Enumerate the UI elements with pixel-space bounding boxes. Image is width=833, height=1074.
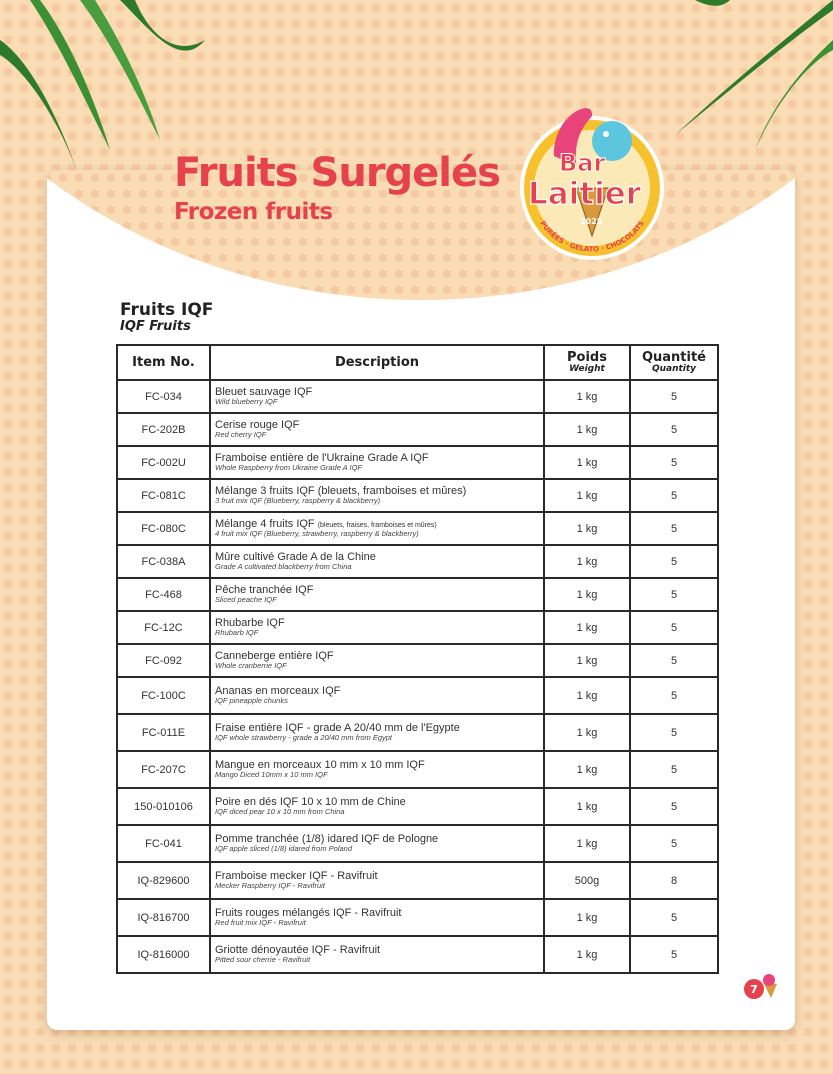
description-en: Grade A cultivated blackberry from China: [215, 562, 352, 572]
logo-bar-text: Bar: [559, 149, 606, 177]
quantity-cell: 5: [630, 825, 718, 862]
weight-cell: 1 kg: [544, 825, 630, 862]
description-en: Red cherry IQF: [215, 430, 267, 440]
description-cell: [210, 677, 544, 714]
quantity-cell: 5: [630, 611, 718, 644]
description-fr: Framboise entière de l'Ukraine Grade A IQF: [215, 452, 429, 465]
description-fr: Mélange 3 fruits IQF (bleuets, framboises et mûres): [215, 485, 467, 498]
table-header-row: [117, 345, 718, 380]
weight-cell: 1 kg: [544, 644, 630, 677]
description-fr: Mûre cultivé Grade A de la Chine: [215, 551, 376, 564]
logo-tagline-text: PURÉES · GELATO · CHOCOLATS: [538, 219, 646, 254]
weight-cell: 1 kg: [544, 512, 630, 545]
table-row: [117, 479, 718, 512]
item-number-cell: FC-202B: [117, 413, 210, 446]
table-row: [117, 825, 718, 862]
weight-cell: 1 kg: [544, 751, 630, 788]
description-fr: Pomme tranchée (1/8) idared IQF de Pologne: [215, 833, 439, 846]
item-number-cell: FC-038A: [117, 545, 210, 578]
weight-cell: 1 kg: [544, 446, 630, 479]
item-number-cell: 150-010106: [117, 788, 210, 825]
description-cell: [210, 936, 544, 973]
logo-laitier-text: Laitier: [528, 176, 642, 212]
description-fr: Cerise rouge IQF: [215, 419, 300, 432]
table-row: [117, 751, 718, 788]
description-fr-small: (bleuets, fraises, framboises et mûres): [317, 522, 437, 530]
description-fr: Bleuet sauvage IQF: [215, 386, 313, 399]
description-en: Red fruit mix IQF - Ravifruit: [215, 918, 306, 928]
quantity-cell: 5: [630, 545, 718, 578]
description-fr: Rhubarbe IQF: [215, 617, 285, 630]
header-item-no: Item No.: [117, 345, 210, 380]
logo-year-text: 2025: [580, 217, 603, 226]
weight-cell: 1 kg: [544, 899, 630, 936]
header-weight: Poids Weight: [544, 345, 630, 380]
quantity-cell: 5: [630, 479, 718, 512]
weight-cell: 500g: [544, 862, 630, 899]
quantity-cell: 5: [630, 714, 718, 751]
item-number-cell: FC-100C: [117, 677, 210, 714]
description-fr: Griotte dénoyautée IQF - Ravifruit: [215, 944, 381, 957]
description-fr: Fraise entière IQF - grade A 20/40 mm de l'Egypte: [215, 722, 460, 735]
description-cell: [210, 788, 544, 825]
description-en: IQF apple sliced (1/8) idared from Poland: [215, 844, 353, 854]
header-quantity-sub: Quantity: [651, 363, 697, 374]
weight-cell: 1 kg: [544, 479, 630, 512]
description-cell: [210, 825, 544, 862]
description-en: 4 fruit mix IQF (Blueberry, strawberry, raspberry & blackberry): [215, 529, 419, 539]
description-cell: [210, 578, 544, 611]
table-row: [117, 512, 718, 545]
description-en: Mecker Raspberry IQF - Ravifruit: [215, 881, 325, 891]
item-number-cell: FC-002U: [117, 446, 210, 479]
weight-cell: 1 kg: [544, 677, 630, 714]
item-number-cell: FC-12C: [117, 611, 210, 644]
header-quantity: Quantité Quantity: [630, 345, 718, 380]
item-number-cell: FC-092: [117, 644, 210, 677]
item-number-cell: IQ-816000: [117, 936, 210, 973]
description-cell: [210, 862, 544, 899]
table-row: [117, 578, 718, 611]
quantity-cell: 5: [630, 788, 718, 825]
weight-cell: 1 kg: [544, 413, 630, 446]
quantity-cell: 5: [630, 677, 718, 714]
page-number-badge: [743, 972, 777, 1002]
item-number-cell: FC-034: [117, 380, 210, 413]
quantity-cell: 5: [630, 578, 718, 611]
quantity-cell: 5: [630, 644, 718, 677]
weight-cell: 1 kg: [544, 545, 630, 578]
table-row: [117, 413, 718, 446]
description-fr: Framboise mecker IQF - Ravifruit: [215, 870, 378, 883]
table-row: [117, 936, 718, 973]
quantity-cell: 5: [630, 413, 718, 446]
description-cell: [210, 413, 544, 446]
palm-leaf-right-icon: [650, 0, 833, 160]
table-row: [117, 788, 718, 825]
quantity-cell: 8: [630, 862, 718, 899]
table-row: [117, 644, 718, 677]
weight-cell: 1 kg: [544, 578, 630, 611]
quantity-cell: 5: [630, 446, 718, 479]
weight-cell: 1 kg: [544, 936, 630, 973]
table-row: [117, 714, 718, 751]
table-row: [117, 545, 718, 578]
item-number-cell: FC-041: [117, 825, 210, 862]
weight-cell: 1 kg: [544, 380, 630, 413]
quantity-cell: 5: [630, 899, 718, 936]
item-number-cell: FC-207C: [117, 751, 210, 788]
description-cell: [210, 380, 544, 413]
item-number-cell: FC-080C: [117, 512, 210, 545]
header-weight-sub: Weight: [569, 363, 605, 374]
section-title: Fruits IQF: [120, 300, 214, 320]
description-cell: [210, 714, 544, 751]
description-fr: Poire en dés IQF 10 x 10 mm de Chine: [215, 796, 406, 809]
table-row: [117, 380, 718, 413]
description-en: 3 fruit mix IQF (Blueberry, raspberry & blackberry): [215, 496, 381, 506]
description-fr: Canneberge entière IQF: [215, 650, 334, 663]
table-row: [117, 899, 718, 936]
quantity-cell: 5: [630, 380, 718, 413]
table-row: [117, 677, 718, 714]
description-cell: [210, 446, 544, 479]
description-en: IQF whole strawberry - grade a 20/40 mm from Egypt: [215, 733, 393, 743]
description-en: IQF diced pear 10 x 10 mm from China: [215, 807, 345, 817]
header-description: Description: [210, 345, 544, 380]
description-en: IQF pineapple chunks: [215, 696, 288, 706]
description-cell: [210, 751, 544, 788]
item-number-cell: FC-011E: [117, 714, 210, 751]
item-number-cell: IQ-829600: [117, 862, 210, 899]
description-cell: [210, 512, 544, 545]
description-en: Mango Diced 10mm x 10 mm IQF: [215, 770, 328, 780]
description-cell: [210, 644, 544, 677]
description-en: Whole cranberrie IQF: [215, 661, 287, 671]
description-fr: Fruits rouges mélangés IQF - Ravifruit: [215, 907, 402, 920]
description-fr: Mélange 4 fruits IQF (bleuets, fraises, framboises et mûres): [215, 518, 437, 531]
description-en: Sliced peache IQF: [215, 595, 277, 605]
description-fr: Ananas en morceaux IQF: [215, 685, 341, 698]
description-cell: [210, 545, 544, 578]
item-number-cell: IQ-816700: [117, 899, 210, 936]
weight-cell: 1 kg: [544, 714, 630, 751]
page-subtitle: Frozen fruits: [174, 199, 333, 225]
description-en: Rhubarb IQF: [215, 628, 259, 638]
description-fr: Pêche tranchée IQF: [215, 584, 314, 597]
table-row: [117, 862, 718, 899]
weight-cell: 1 kg: [544, 788, 630, 825]
description-en: Pitted sour cherrie - Ravifruit: [215, 955, 311, 965]
description-en: Wild blueberry IQF: [215, 397, 278, 407]
description-cell: [210, 479, 544, 512]
description-fr: Mangue en morceaux 10 mm x 10 mm IQF: [215, 759, 425, 772]
page-number: 7: [750, 983, 758, 996]
quantity-cell: 5: [630, 936, 718, 973]
quantity-cell: 5: [630, 512, 718, 545]
description-cell: [210, 611, 544, 644]
item-number-cell: FC-081C: [117, 479, 210, 512]
table-row: [117, 611, 718, 644]
bar-laitier-logo: [514, 96, 670, 262]
description-cell: [210, 899, 544, 936]
page-title: Fruits Surgelés: [174, 150, 500, 196]
product-table: [116, 344, 719, 974]
quantity-cell: 5: [630, 751, 718, 788]
item-number-cell: FC-468: [117, 578, 210, 611]
weight-cell: 1 kg: [544, 611, 630, 644]
description-en: Whole Raspberry from Ukraine Grade A IQF: [215, 463, 362, 473]
table-row: [117, 446, 718, 479]
section-subtitle: IQF Fruits: [120, 319, 191, 334]
